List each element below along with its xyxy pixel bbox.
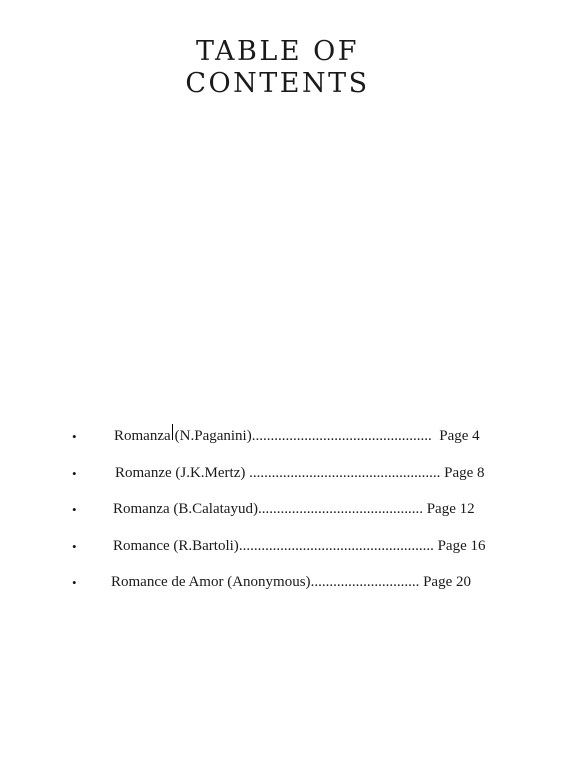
text-cursor-icon — [172, 424, 173, 440]
list-item[interactable] — [0, 497, 575, 534]
list-item[interactable] — [0, 424, 575, 461]
entry-title-part: Romanza — [114, 428, 171, 444]
bullet-icon: • — [72, 465, 77, 481]
entry-title: Romance de Amor (Anonymous) — [111, 574, 311, 590]
entry-page: Page 16 — [433, 537, 486, 554]
dot-leader: ................................................ — [251, 428, 432, 444]
dot-leader: ................................................... — [249, 464, 441, 481]
toc-entry[interactable] — [111, 570, 471, 594]
bullet-icon: • — [72, 502, 77, 517]
entry-title: (N.Paganini) — [174, 428, 252, 444]
entry-page: Page 4 — [431, 428, 480, 444]
title-line-2: CONTENTS — [185, 68, 370, 99]
bullet-icon: • — [72, 429, 77, 444]
bullet-icon: • — [72, 538, 77, 554]
entry-title: Romanza (B.Calatayud) — [113, 501, 258, 517]
list-item[interactable] — [0, 461, 575, 498]
dot-leader: ............................. — [310, 574, 420, 590]
toc-entry[interactable] — [114, 424, 480, 448]
list-item[interactable] — [0, 570, 575, 607]
title-line-1: TABLE OF — [196, 36, 359, 67]
dot-leader: ............................................ — [257, 501, 423, 517]
dot-leader: .................................................... — [238, 537, 434, 554]
page-title — [0, 36, 555, 100]
entry-title: Romance (R.Bartoli) — [113, 537, 239, 554]
bullet-icon: • — [72, 575, 77, 590]
table-of-contents-list — [0, 424, 575, 607]
entry-page: Page 20 — [419, 574, 471, 590]
toc-entry[interactable] — [113, 534, 485, 558]
entry-title: Romanze (J.K.Mertz) — [115, 464, 250, 481]
entry-page: Page 12 — [422, 501, 475, 517]
entry-page: Page 8 — [440, 464, 485, 481]
toc-entry[interactable] — [115, 461, 485, 485]
toc-entry[interactable] — [113, 497, 475, 521]
list-item[interactable] — [0, 534, 575, 571]
